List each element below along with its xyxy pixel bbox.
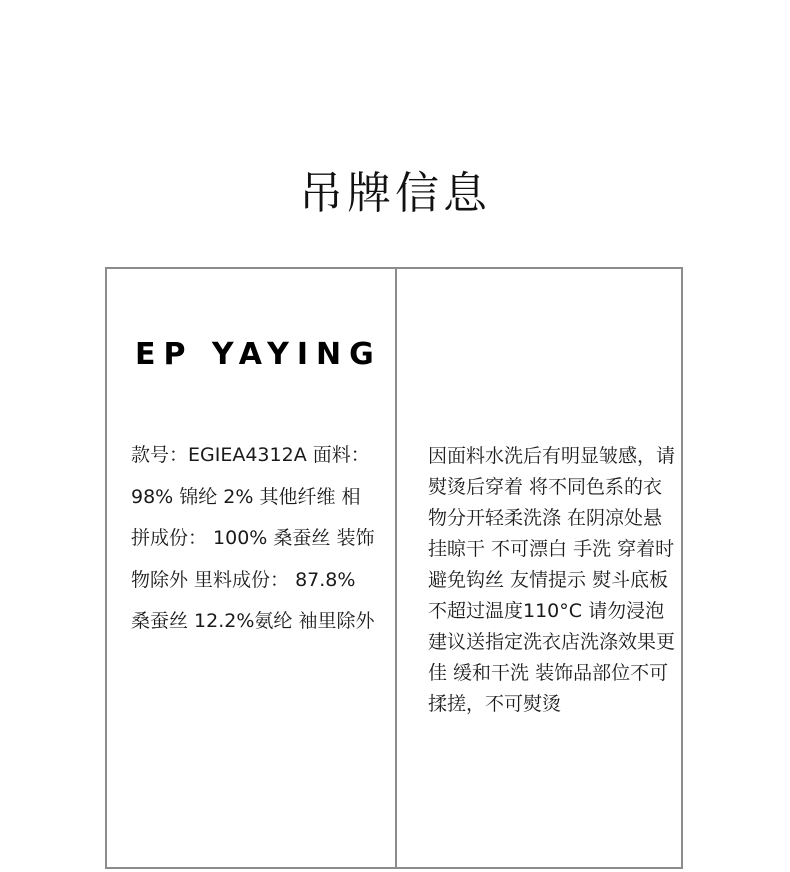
care-instructions-text: 因面料水洗后有明显皱感，请熨烫后穿着 将不同色系的衣物分开轻柔洗涤 在阴凉处悬挂晾干 不可漂白 手洗 穿着时避免钩丝 友情提示 熨斗底板不超过温度110°C 请勿浸泡 建议送指定洗衣店洗涤效果更佳 缓和干洗 装饰品部位不可揉搓，不可熨烫: [428, 445, 676, 715]
page-title: 吊牌信息: [299, 168, 491, 219]
product-info-text: 款号：EGIEA4312A 面料： 98% 锦纶 2% 其他纤维 相拼成份： 100% 桑蚕丝 装饰物除外 里料成份： 87.8% 桑蚕丝 12.2%氨纶 袖里除外: [131, 444, 375, 633]
hang-tag-card: [105, 267, 683, 869]
column-divider: [395, 269, 397, 867]
brand-logo: EP YAYING: [135, 337, 382, 372]
